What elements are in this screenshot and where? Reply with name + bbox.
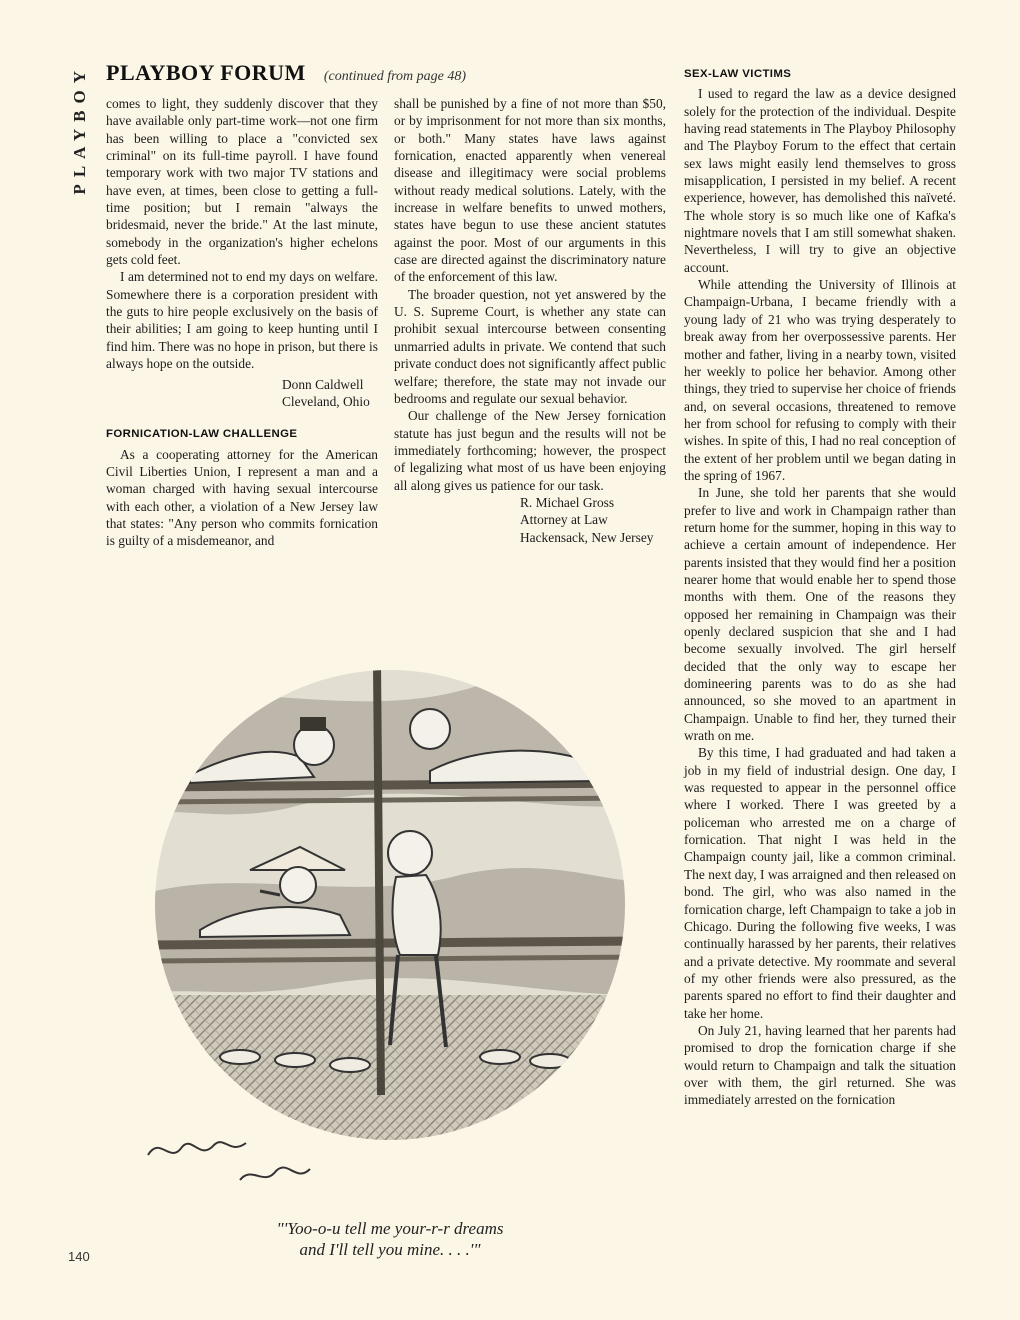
letter-paragraph: comes to light, they suddenly discover that they have available only part-time work—not one firm has been willing to place a "convicted sex criminal" on its full-time payroll. I have found temporary work with two major TV stations and have even, at times, been close to getting a full-time position; but I remain "always the bridesmaid, never the bride." At the last minute, somebody in the organization's higher echelons gets cold feet. bbox=[106, 96, 378, 268]
letter-paragraph: I used to regard the law as a device designed solely for the protection of the individual. Despite having read statements in The Playboy Philosophy and The Playboy Forum to the effect that certain sex laws might easily lend themselves to gross misapplication, I persisted in my belief. A recent experience, however, has demolished this naïveté. The whole story is so much like one of Kafka's nightmare novels that I am still somewhat shaken. Nevertheless, I will try to give an objective account. bbox=[684, 86, 956, 275]
letter-paragraph: As a cooperating attorney for the American Civil Liberties Union, I represent a man and a woman charged with having sexual intercourse with each other, a violation of a New Jersey law that states: "Any person who commits fornication is guilty of a misdemeanor, and bbox=[106, 446, 378, 549]
signature-title: Attorney at Law bbox=[520, 512, 608, 528]
letter-paragraph: While attending the University of Illinois at Champaign-Urbana, I became friendly with a young lady of 21 who was trying desperately to break away from her overpossessive parents. Her mother and father, living in a nearby town, visited her weekly to police her behavior. Among other things, they tried to supervise her choice of friends and, on several occasions, threatened to remove her from school for refusing to comply with their wishes. In spite of this, I had no real conception of the extent of her problem until we began dating in the spring of 1967. bbox=[684, 277, 956, 483]
signature-name: R. Michael Gross bbox=[520, 494, 615, 510]
column-2 bbox=[394, 95, 666, 546]
letter-heading: FORNICATION-LAW CHALLENGE bbox=[106, 428, 298, 441]
page-header bbox=[106, 60, 666, 92]
signature-name: Donn Caldwell bbox=[282, 376, 364, 392]
letter-paragraph: Our challenge of the New Jersey fornication statute has just begun and the results will not be immediately forthcoming; however, the prospect of legalizing what most of us have been enjoying all along gives us patience for our task. bbox=[394, 408, 666, 493]
letter-paragraph: On July 21, having learned that her parents had promised to drop the fornication charge if she would return to Champaign and talk the situation over with them, the girl returned. She was immediately arrested on the fornication bbox=[684, 1022, 956, 1108]
letter-paragraph: The broader question, not yet answered by the U. S. Supreme Court, is whether any state can prohibit sexual intercourse between consenting unmarried adults in private. We contend that such private conduct does not significantly affect public welfare; therefore, the state may not invade our bedrooms and regulate our sexual behavior. bbox=[394, 286, 666, 406]
letter-paragraph: By this time, I had graduated and had taken a job in my field of industrial design. One day, I was requested to appear in the personnel office where I worked. There I was greeted by a policeman who arrested me on a charge of fornication. That night I was held in the Champaign county jail, like a common criminal. The next day, I was arraigned and then released on bond. The girl, who was also named in the fornication charge, left Champaign to take a job in Chicago. During the following five weeks, I was continually harassed by her parents, their relatives and a private detective. My roommate and several of my other friends were also pressured, as the parents spared no effort to find their daughter and take her home. bbox=[684, 745, 956, 1021]
letter-paragraph: I am determined not to end my days on welfare. Somewhere there is a corporation president with the guts to hire people exclusively on the basis of their abilities; I am going to keep hunting until I find him. There was no hope in prison, but there is always hope on the outside. bbox=[106, 269, 378, 372]
letter-heading: SEX-LAW VICTIMS bbox=[684, 68, 792, 80]
column-1 bbox=[106, 95, 378, 550]
side-running-label: PLAYBOY bbox=[70, 64, 89, 195]
cartoon-illustration bbox=[100, 665, 670, 1225]
signature-place: Cleveland, Ohio bbox=[282, 393, 370, 409]
column-3 bbox=[684, 66, 956, 1109]
continued-note: (continued from page 48) bbox=[323, 69, 467, 84]
section-title: PLAYBOY FORUM bbox=[106, 60, 306, 85]
cartoon-drawing bbox=[100, 665, 670, 1220]
artist-signature bbox=[148, 1142, 246, 1155]
signature-place: Hackensack, New Jersey bbox=[520, 529, 654, 545]
cartoon-caption: "'Yoo-o-u tell me your-r-r dreams and I'll tell you mine. . . .'" bbox=[276, 1219, 504, 1259]
letter-paragraph: In June, she told her parents that she would prefer to live and work in Champaign rather than return home for the summer, hoping in this way to achieve a certain amount of independence. Her parents insisted that they would find her a position nearer home that would enable her to spend those months with them. One of the reasons they opposed her remaining in Champaign was their openly declared suspicion that she and I had become sexually involved. The girl herself decided that the only way to escape her domineering parents was to do as she had announced, so she moved to an apartment in Champaign. Unable to find her, they turned their wrath on me. bbox=[684, 485, 956, 744]
letter-paragraph: shall be punished by a fine of not more than $50, or by imprisonment for not more than six months, or both." Many states have laws against fornication, enacted apparently when venereal disease and illegitimacy were social problems without ready medical solutions. Lately, with the increase in welfare benefits to unwed mothers, states have begun to use these ancient statutes against the poor. Most of our arguments in this case are directed against the discriminatory nature of the enforcement of this law. bbox=[394, 96, 666, 285]
page-number: 140 bbox=[68, 1249, 90, 1264]
